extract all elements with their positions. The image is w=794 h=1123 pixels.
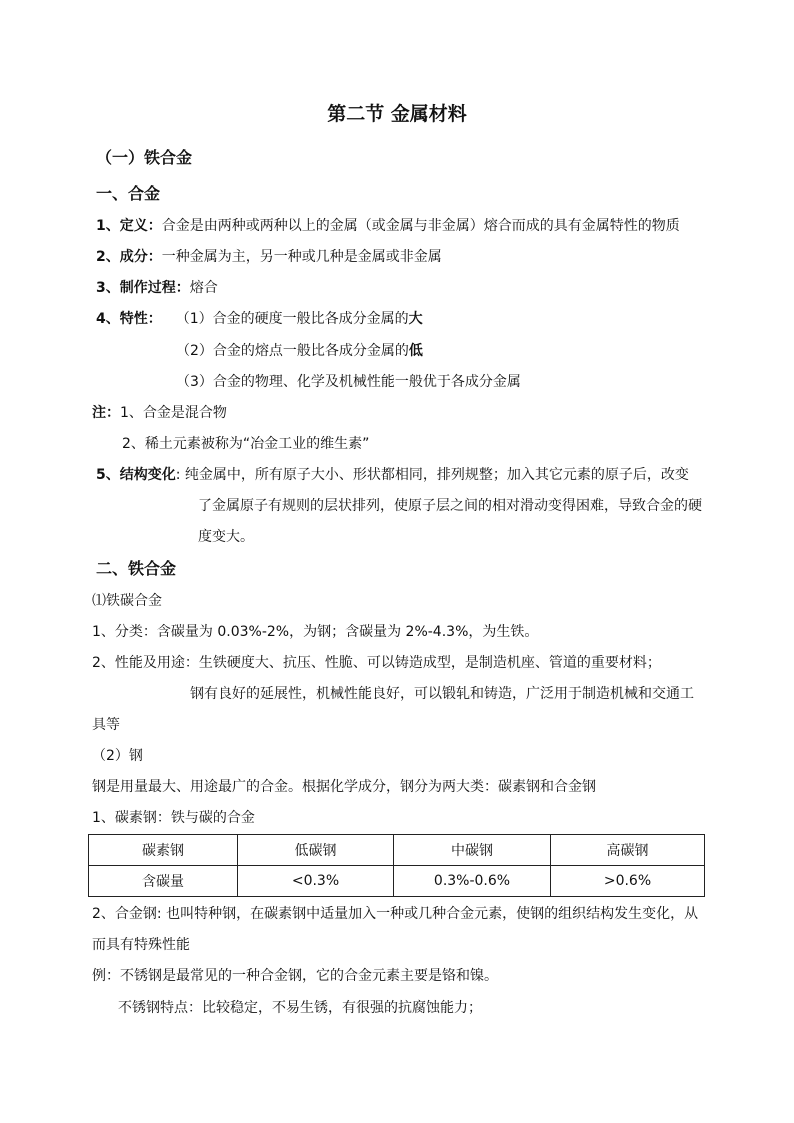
table-cell: 0.3%-0.6% — [394, 866, 551, 897]
composition-label: 2、成分： — [96, 249, 162, 265]
property-line-3: （3）合金的物理、化学及机械性能一般优于各成分金属 — [176, 374, 521, 390]
definition-label: 1、定义： — [96, 218, 162, 234]
property-line-1 — [96, 309, 423, 329]
composition-text: 一种金属为主，另一种或几种是金属或非金属 — [161, 249, 442, 265]
table-cell: >0.6% — [551, 866, 705, 897]
table-row — [89, 835, 705, 866]
table-cell: 中碳钢 — [394, 835, 551, 866]
table-cell: 低碳钢 — [238, 835, 394, 866]
section-heading: （一）铁合金 — [96, 148, 193, 167]
definition-line — [96, 216, 680, 236]
structure-line-2: 了金属原子有规则的层状排列，使原子层之间的相对滑动变得困难，导致合金的硬 — [198, 498, 702, 514]
structure-line-3: 度变大。 — [198, 529, 254, 545]
note-1-text: 1、合金是混合物 — [120, 405, 227, 421]
property-1-text: （1）合金的硬度一般比各成分金属的 — [175, 311, 409, 327]
definition-text: 合金是由两种或两种以上的金属（或金属与非金属）熔合而成的具有金属特性的物质 — [161, 218, 680, 234]
composition-line — [96, 247, 442, 267]
note-line-1 — [92, 403, 227, 423]
table-cell: 碳素钢 — [89, 835, 238, 866]
structure-label: 5、结构变化 — [96, 467, 176, 483]
usage-line-2: 钢有良好的延展性，机械性能良好，可以锻轧和铸造，广泛用于制造机械和交通工 — [190, 686, 694, 702]
iron-alloy-heading: 二、铁合金 — [96, 559, 177, 578]
stainless-line: 不锈钢特点：比较稳定，不易生锈，有很强的抗腐蚀能力； — [118, 1000, 482, 1016]
page-title: 第二节 金属材料 — [327, 103, 467, 125]
table-cell: <0.3% — [238, 866, 394, 897]
process-line — [96, 278, 218, 298]
structure-line-1 — [96, 465, 689, 485]
property-2-text: （2）合金的熔点一般比各成分金属的 — [176, 343, 409, 359]
table-cell: 高碳钢 — [551, 835, 705, 866]
process-text: 熔合 — [189, 280, 218, 296]
property-1-emphasis: 大 — [408, 311, 423, 327]
process-label: 3、制作过程： — [96, 280, 190, 296]
property-line-2 — [176, 341, 423, 361]
carbon-content-table — [88, 834, 705, 897]
property-2-emphasis: 低 — [408, 343, 423, 359]
example-line: 例：不锈钢是最常见的一种合金钢，它的合金元素主要是铬和镍。 — [92, 968, 498, 984]
carbon-steel-line: 1、碳素钢：铁与碳的合金 — [92, 810, 255, 826]
steel-intro: 钢是用量最大、用途最广的合金。根据化学成分，钢分为两大类：碳素钢和合金钢 — [92, 779, 596, 795]
alloy-heading: 一、合金 — [96, 184, 161, 203]
property-label: 4、特性： — [96, 311, 162, 327]
classification-line: 1、分类：含碳量为 0.03%-2%，为钢；含碳量为 2%-4.3%，为生铁。 — [92, 624, 539, 640]
iron-carbon-subheading: ⑴铁碳合金 — [92, 593, 162, 609]
steel-subheading: （2）钢 — [92, 748, 143, 764]
table-row — [89, 866, 705, 897]
usage-line-1: 2、性能及用途：生铁硬度大、抗压、性脆、可以铸造成型，是制造机座、管道的重要材料； — [92, 655, 661, 671]
table-cell: 含碳量 — [89, 866, 238, 897]
note-label: 注： — [92, 405, 120, 421]
structure-text-1: : 纯金属中，所有原子大小、形状都相同，排列规整；加入其它元素的原子后，改变 — [175, 467, 689, 483]
note-line-2: 2、稀土元素被称为“冶金工业的维生素” — [122, 436, 370, 452]
usage-line-3: 具等 — [92, 717, 120, 733]
alloy-steel-line-2: 而具有特殊性能 — [92, 937, 190, 953]
alloy-steel-line-1: 2、合金钢: 也叫特种钢，在碳素钢中适量加入一种或几种合金元素，使钢的组织结构发生变化，从 — [92, 906, 699, 922]
